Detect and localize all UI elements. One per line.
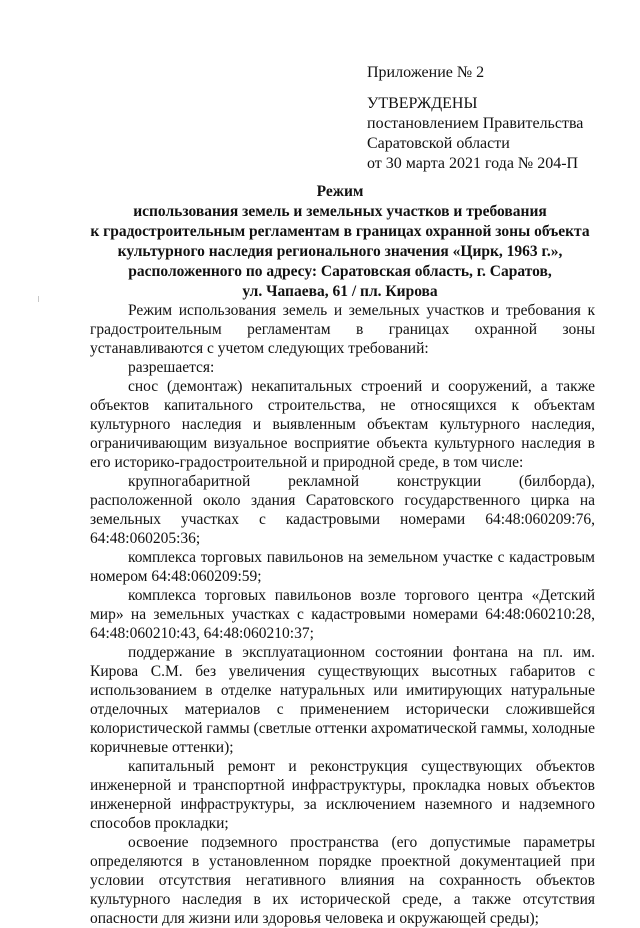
- paragraph: разрешается:: [128, 359, 215, 376]
- title-line: использования земель и земельных участков и требования: [133, 203, 547, 220]
- title-line: расположенного по адресу: Саратовская область, г. Саратов,: [128, 263, 552, 280]
- paragraph: Режим использования земель и земельных участков и требования к градостроительным регламентам в границах охранной зоны устанавливаются с учетом следующих требований:: [90, 302, 595, 357]
- approval-date: от 30 марта 2021 года № 204-П: [367, 155, 579, 172]
- paragraph: капитальный ремонт и реконструкция существующих объектов инженерной и транспортной инфраструктуры, прокладка новых объектов инженерной инфраструктуры, за исключением наземного и надземного способов прокладки;: [90, 758, 595, 832]
- paragraph: снос (демонтаж) некапитальных строений и сооружений, а также объектов капитального строительства, не относящихся к объектам культурного наследия и выявленным объектам культурного наследия, ограничивающим визуальное восприятие объекта культурного наследия в его историко-градостроительной и природной среде, в том числе:: [90, 378, 595, 471]
- title-line: ул. Чапаева, 61 / пл. Кирова: [242, 283, 438, 300]
- paragraph: комплекса торговых павильонов на земельном участке с кадастровым номером 64:48:060209:59;: [90, 549, 595, 585]
- paragraph: комплекса торговых павильонов возле торгового центра «Детский мир» на земельных участках с кадастровыми номерами 64:48:060210:28, 64:48:060210:43, 64:48:060210:37;: [90, 587, 595, 642]
- document-body: [90, 301, 595, 928]
- margin-mark: [38, 296, 39, 302]
- paragraph: освоение подземного пространства (его допустимые параметры определяются в установленном порядке проектной документацией при условии отсутствия негативного влияния на сохранность объектов культурного наследия в их исторической среде, а также отсутствия опасности для жизни или здоровья человека и окружающей среды);: [90, 834, 595, 927]
- title-line: культурного наследия регионального значения «Цирк, 1963 г.»,: [117, 243, 563, 260]
- document-title: [80, 182, 600, 302]
- approval-heading: УТВЕРЖДЕНЫ: [367, 95, 478, 112]
- approval-line: постановлением Правительства: [367, 115, 584, 132]
- title-line: Режим: [316, 183, 364, 200]
- paragraph: поддержание в эксплуатационном состоянии фонтана на пл. им. Кирова С.М. без увеличения существующих высотных габаритов с использованием в отделке натуральных или имитирующих натуральные отделочных материалов с применением исторически сложившейся колористической гаммы (светлые оттенки ахроматической гаммы, холодные коричневые оттенки);: [90, 644, 595, 756]
- paragraph: крупногабаритной рекламной конструкции (билборда), расположенной около здания Саратовского государственного цирка на земельных участках с кадастровыми номерами 64:48:060209:76, 64:48:060205:36;: [90, 473, 595, 547]
- approval-line: Саратовской области: [367, 135, 510, 152]
- approval-block: [367, 94, 583, 174]
- appendix-label: Приложение № 2: [367, 64, 485, 81]
- title-line: к градостроительным регламентам в границах охранной зоны объекта: [90, 223, 590, 240]
